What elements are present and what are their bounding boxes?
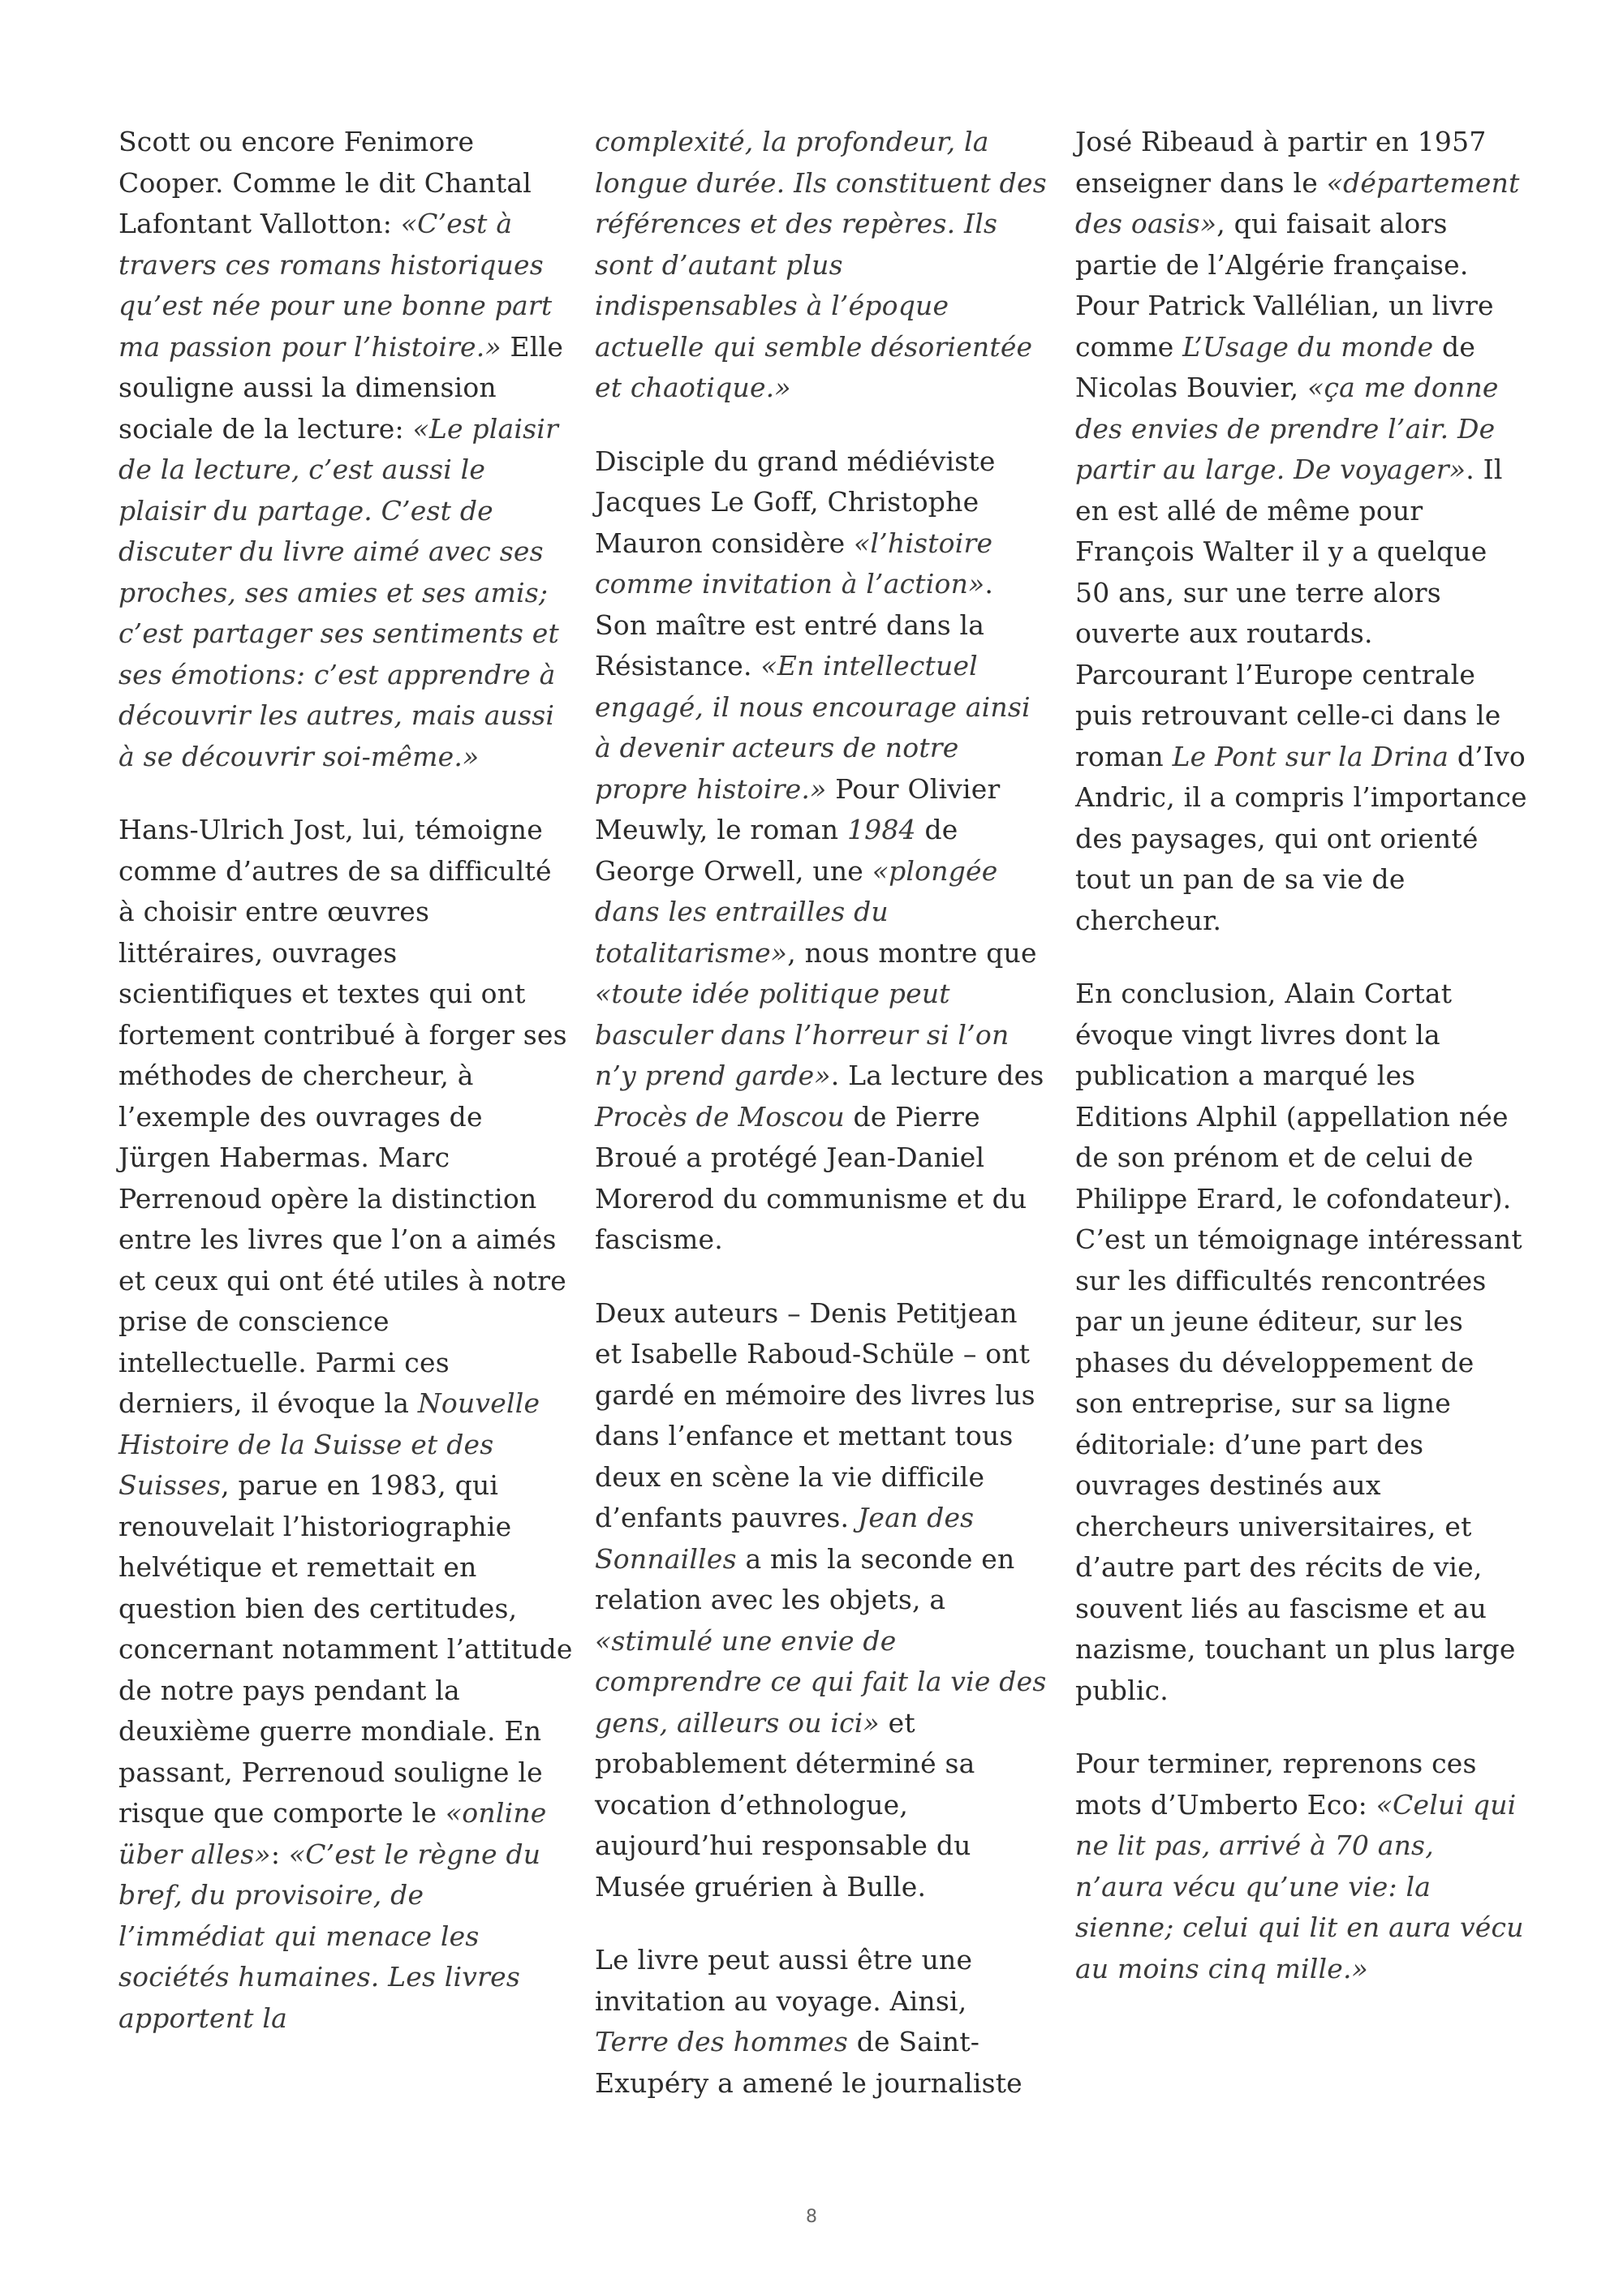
text-segment: d’Ivo Andric, il a compris l’importance des paysages, qui ont orienté tout un pan de sa vie de chercheur. bbox=[1075, 740, 1527, 936]
title-segment: Procès de Moscou bbox=[595, 1100, 845, 1133]
paragraph bbox=[1075, 1743, 1530, 1989]
paragraph bbox=[118, 122, 573, 777]
quote-segment: «En intellectuel engagé, il nous encourage ainsi à devenir acteurs de notre propre histoire.» bbox=[595, 650, 1031, 805]
title-segment: Nouvelle Histoire de la Suisse et des Suisses bbox=[118, 1387, 540, 1501]
page-number: 8 bbox=[806, 2207, 817, 2227]
paragraph bbox=[595, 122, 1049, 409]
text-segment: José Ribeaud à partir en 1957 enseigner dans le bbox=[1075, 126, 1487, 199]
text-segment: Scott ou encore Fenimore Cooper. Comme le dit Chantal Lafontant Vallotton: bbox=[118, 126, 532, 239]
quote-segment: «ça me donne des envies de prendre l’air. De partir au large. De voyager» bbox=[1075, 372, 1499, 485]
paragraph bbox=[595, 1940, 1049, 2104]
text-column-1 bbox=[118, 122, 573, 2039]
quote-segment: «Celui qui ne lit pas, arrivé à 70 ans, n’aura vécu qu’une vie: la sienne; celui qui lit en aura vécu au moins cinq mille.» bbox=[1075, 1788, 1524, 1984]
text-segment: , parue en 1983, qui renouvelait l’historiographie helvétique et remettait en question bien des certitudes, concernant notamment l’attitude de notre pays pendant la deuxième guerre mondiale. En passant, Perrenoud souligne le risque que comporte le bbox=[118, 1469, 573, 1829]
quote-segment: «online über alles» bbox=[118, 1797, 547, 1870]
text-segment: Disciple du grand médiéviste Jacques Le Goff, Christophe Mauron considère bbox=[595, 445, 996, 559]
text-segment: Le livre peut aussi être une invitation au voyage. Ainsi, bbox=[595, 1944, 973, 2017]
text-column-2 bbox=[595, 122, 1049, 2104]
paragraph bbox=[595, 1293, 1049, 1908]
text-segment: . Son maître est entré dans la Résistance. bbox=[595, 568, 994, 681]
text-segment: de Saint-Exupéry a amené le journaliste bbox=[595, 2026, 1022, 2099]
quote-segment: «département des oasis» bbox=[1075, 166, 1520, 239]
text-segment: Deux auteurs – Denis Petitjean et Isabelle Raboud-Schüle – ont gardé en mémoire des livres lus dans l’enfance et mettant tous deux en scène la vie difficile d’enfants pauvres. bbox=[595, 1296, 1035, 1533]
text-segment: . Il en est allé de même pour François Walter il y a quelque 50 ans, sur une terre alors ouverte aux routards. Parcourant l’Europe centrale puis retrouvant celle-ci dans le roman bbox=[1075, 454, 1503, 772]
quote-segment: «C’est le règne du bref, du provisoire, de l’immédiat qui menace les sociétés humaines. Les livres apportent la bbox=[118, 1838, 541, 2034]
quote-segment: «plongée dans les entrailles du totalitarisme» bbox=[595, 854, 998, 969]
text-segment: Pour Olivier Meuwly, le roman bbox=[595, 772, 1001, 845]
text-segment: de Nicolas Bouvier, bbox=[1075, 330, 1476, 403]
paragraph bbox=[1075, 974, 1530, 1711]
title-segment: Le Pont sur la Drina bbox=[1172, 740, 1449, 772]
text-segment: Hans-Ulrich Jost, lui, témoigne comme d’autres de sa difficulté à choisir entre œuvres littéraires, ouvrages scientifiques et textes qui ont fortement contribué à forger ses méthodes de chercheur, à l’exemple des ouvrages de Jürgen Habermas. Marc Perrenoud opère la distinction entre les livres que l’on a aimés et ceux qui ont été utiles à notre prise de conscience intellectuelle. Parmi ces derniers, il évoque la bbox=[118, 814, 567, 1419]
text-segment: , qui faisait alors partie de l’Algérie française. Pour Patrick Vallélian, un livre comme bbox=[1075, 208, 1494, 363]
text-segment: a mis la seconde en relation avec les objets, a bbox=[595, 1542, 1015, 1615]
text-segment: et probablement déterminé sa vocation d’ethnologue, aujourd’hui responsable du Musée gruérien à Bulle. bbox=[595, 1706, 975, 1903]
text-segment: Elle souligne aussi la dimension sociale de la lecture: bbox=[118, 330, 564, 445]
text-segment: de Pierre Broué a protégé Jean-Daniel Morerod du communisme et du fascisme. bbox=[595, 1100, 1027, 1255]
text-column-3 bbox=[1075, 122, 1530, 1989]
text-segment: . La lecture des bbox=[830, 1060, 1044, 1091]
paragraph bbox=[118, 810, 573, 2039]
text-segment: Pour terminer, reprenons ces mots d’Umberto Eco: bbox=[1075, 1748, 1477, 1821]
text-segment: : bbox=[270, 1838, 289, 1870]
text-segment: de George Orwell, une bbox=[595, 814, 958, 887]
paragraph bbox=[595, 441, 1049, 1261]
title-segment: L’Usage du monde bbox=[1182, 330, 1434, 363]
title-segment: 1984 bbox=[846, 814, 916, 845]
title-segment: Jean des Sonnailles bbox=[595, 1502, 975, 1575]
quote-segment: «C’est à travers ces romans historiques qu’est née pour une bonne part ma passion pour l’histoire.» bbox=[118, 208, 553, 363]
paragraph bbox=[1075, 122, 1530, 941]
quote-segment: «l’histoire comme invitation à l’action» bbox=[595, 527, 993, 600]
quote-segment: «toute idée politique peut basculer dans l’horreur si l’on n’y prend garde» bbox=[595, 978, 1010, 1091]
text-segment: En conclusion, Alain Cortat évoque vingt livres dont la publication a marqué les Editions Alphil (appellation née de son prénom et de celui de Philippe Erard, le cofondateur). C’est un témoignage intéressant sur les difficultés rencontrées par un jeune éditeur, sur les phases du développement de son entreprise, sur sa ligne éditoriale: d’une part des ouvrages destinés aux chercheurs universitaires, et d’autre part des récits de vie, souvent liés au fascisme et au nazisme, touchant un plus large public. bbox=[1075, 978, 1522, 1706]
quote-segment: «stimulé une envie de comprendre ce qui fait la vie des gens, ailleurs ou ici» bbox=[595, 1624, 1047, 1739]
title-segment: Terre des hommes bbox=[595, 2026, 848, 2057]
quote-segment: «Le plaisir de la lecture, c’est aussi le plaisir du partage. C’est de discuter du livre aimé avec ses proches, ses amies et ses amis; c’est partager ses sentiments et ses émotions: c’est apprendre à découvrir les autres, mais aussi à se découvrir soi-même.» bbox=[118, 412, 559, 772]
text-segment: , nous montre que bbox=[787, 936, 1037, 969]
quote-segment: complexité, la profondeur, la longue durée. Ils constituent des références et des repères. Ils sont d’autant plus indispensables à l’époque actuelle qui semble désorientée et chaotique.» bbox=[595, 126, 1047, 403]
